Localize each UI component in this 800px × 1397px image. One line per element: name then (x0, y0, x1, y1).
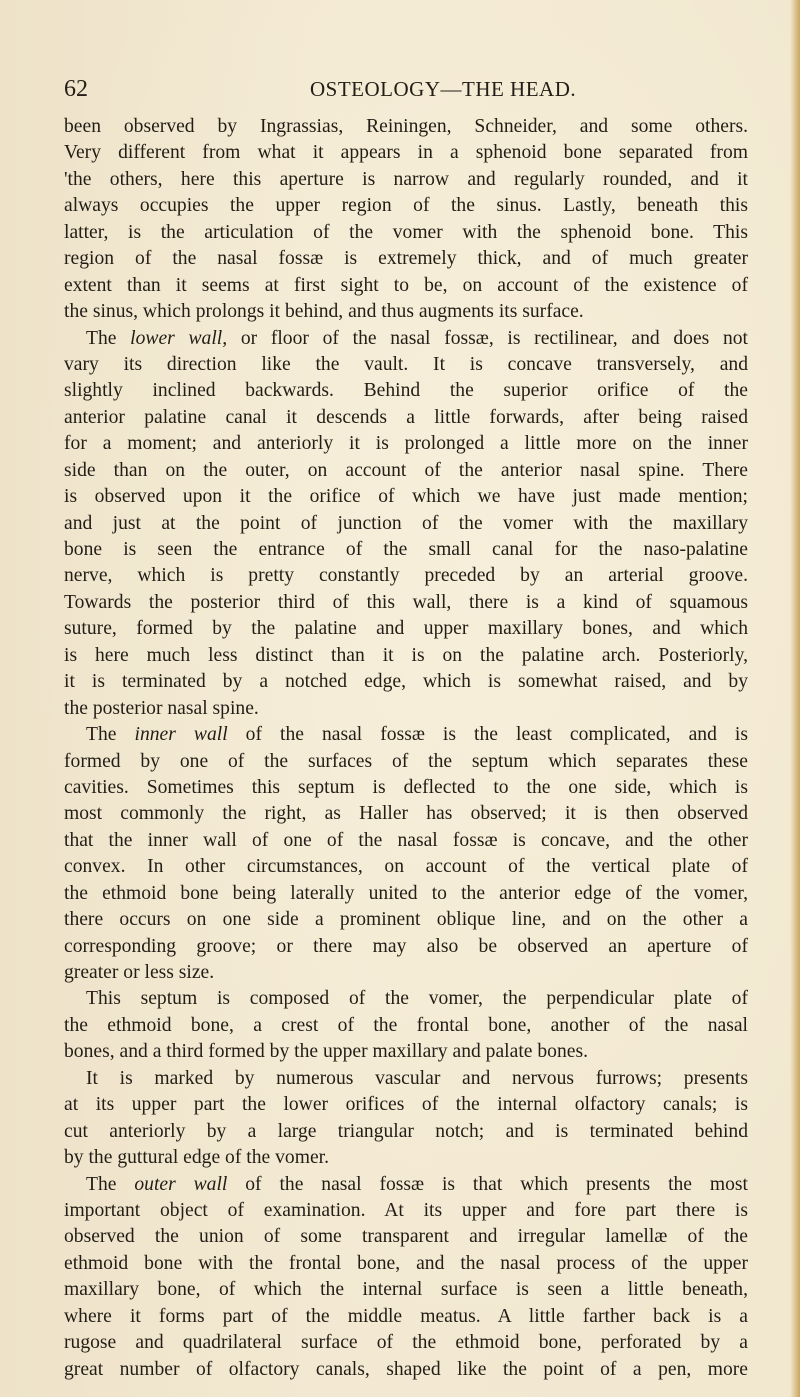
page-edge-shadow (790, 0, 800, 1397)
text-line: convex. In other circumstances, on account of the vertical plate of (64, 856, 748, 878)
text-line: region of the nasal fossæ is extremely thick, and of much greater (64, 248, 748, 270)
text-line: extent than it seems at first sight to be, on account of the existence of (64, 274, 748, 296)
page-number: 62 (64, 76, 88, 102)
text-line: the sinus, which prolongs it behind, and thus augments its surface. (64, 301, 584, 323)
text-line: it is terminated by a notched edge, which is somewhat raised, and by (64, 671, 748, 693)
text-line: greater or less size. (64, 962, 215, 983)
text-line: Towards the posterior third of this wall, there is a kind of squamous (64, 591, 748, 613)
text-line: at its upper part the lower orifices of the internal olfactory canals; is (64, 1094, 748, 1116)
text-line: rugose and quadrilateral surface of the ethmoid bone, perforated by a (64, 1332, 748, 1354)
text-line: great number of olfactory canals, shaped like the point of a pen, more (64, 1358, 748, 1380)
text-line: formed by one of the surfaces of the septum which separates these (64, 750, 748, 772)
body-text (64, 114, 748, 1383)
text-line (64, 1172, 748, 1198)
text-line: slightly inclined backwards. Behind the superior orifice of the (64, 380, 748, 402)
text-line: cut anteriorly by a large triangular notch; and is terminated behind (64, 1120, 748, 1142)
text-line: the ethmoid bone, a crest of the frontal bone, another of the nasal (64, 1014, 748, 1036)
text-line: 'the others, here this aperture is narrow and regularly rounded, and it (64, 168, 748, 190)
text-line (64, 326, 748, 352)
text-line-rest: of the nasal fossæ is that which presents the most (227, 1173, 748, 1195)
italic-term: outer wall (134, 1173, 228, 1195)
text-line: anterior palatine canal it descends a little forwards, after being raised (64, 406, 748, 428)
text-line: there occurs on one side a prominent oblique line, and on the other a (64, 909, 748, 931)
page-header (64, 74, 748, 104)
text-line (64, 722, 748, 748)
text-line-lead: The (86, 327, 131, 349)
text-line: suture, formed by the palatine and upper maxillary bones, and which (64, 618, 748, 640)
text-line: maxillary bone, of which the internal surface is seen a little beneath, (64, 1279, 748, 1301)
text-line: This septum is composed of the vomer, the perpendicular plate of (86, 988, 748, 1010)
text-line: observed the union of some transparent and irregular lamellæ of the (64, 1226, 748, 1248)
text-line: bones, and a third formed by the upper maxillary and palate bones. (64, 1041, 588, 1063)
text-line-lead: The (86, 1173, 135, 1195)
text-line: for a moment; and anteriorly it is prolonged a little more on the inner (64, 433, 748, 455)
text-line: corresponding groove; or there may also be observed an aperture of (64, 935, 748, 957)
text-line: always occupies the upper region of the sinus. Lastly, beneath this (64, 195, 748, 217)
text-line: the ethmoid bone being laterally united to the anterior edge of the vomer, (64, 882, 748, 904)
text-line: that the inner wall of one of the nasal fossæ is concave, and the other (64, 829, 748, 851)
text-line: bone is seen the entrance of the small canal for the naso-palatine (64, 539, 748, 560)
text-line: most commonly the right, as Haller has observed; it is then observed (64, 803, 748, 825)
text-line: where it forms part of the middle meatus. A little farther back is a (64, 1305, 748, 1327)
italic-term: lower wall, (130, 327, 228, 349)
text-line: important object of examination. At its upper and fore part there is (64, 1199, 748, 1221)
text-line-rest: or floor of the nasal fossæ, is rectilinear, and does not (227, 327, 748, 349)
italic-term: inner wall (134, 724, 228, 746)
text-line: and just at the point of junction of the vomer with the maxillary (64, 512, 748, 534)
text-line: Very different from what it appears in a sphenoid bone separated from (64, 142, 748, 164)
text-line: side than on the outer, on account of the anterior nasal spine. There (64, 459, 748, 481)
text-line: vary its direction like the vault. It is concave transversely, and (64, 353, 748, 375)
text-line: is here much less distinct than it is on the palatine arch. Posteriorly, (64, 644, 748, 666)
text-line: ethmoid bone with the frontal bone, and the nasal process of the upper (64, 1252, 748, 1274)
running-head: OSTEOLOGY—THE HEAD. (310, 77, 577, 101)
text-line: the posterior nasal spine. (64, 697, 259, 719)
text-line: nerve, which is pretty constantly preceded by an arterial groove. (64, 565, 748, 587)
text-line: been observed by Ingrassias, Reiningen, Schneider, and some others. (64, 116, 748, 137)
text-line: is observed upon it the orifice of which we have just made mention; (64, 486, 748, 508)
text-line: by the guttural edge of the vomer. (64, 1147, 329, 1169)
text-line: cavities. Sometimes this septum is deflected to the one side, which is (64, 776, 748, 798)
text-line-rest: of the nasal fossæ is the least complicated, and is (227, 724, 748, 746)
text-line: It is marked by numerous vascular and nervous furrows; presents (86, 1067, 748, 1089)
text-line-lead: The (86, 724, 135, 746)
text-line: latter, is the articulation of the vomer with the sphenoid bone. This (64, 221, 748, 243)
